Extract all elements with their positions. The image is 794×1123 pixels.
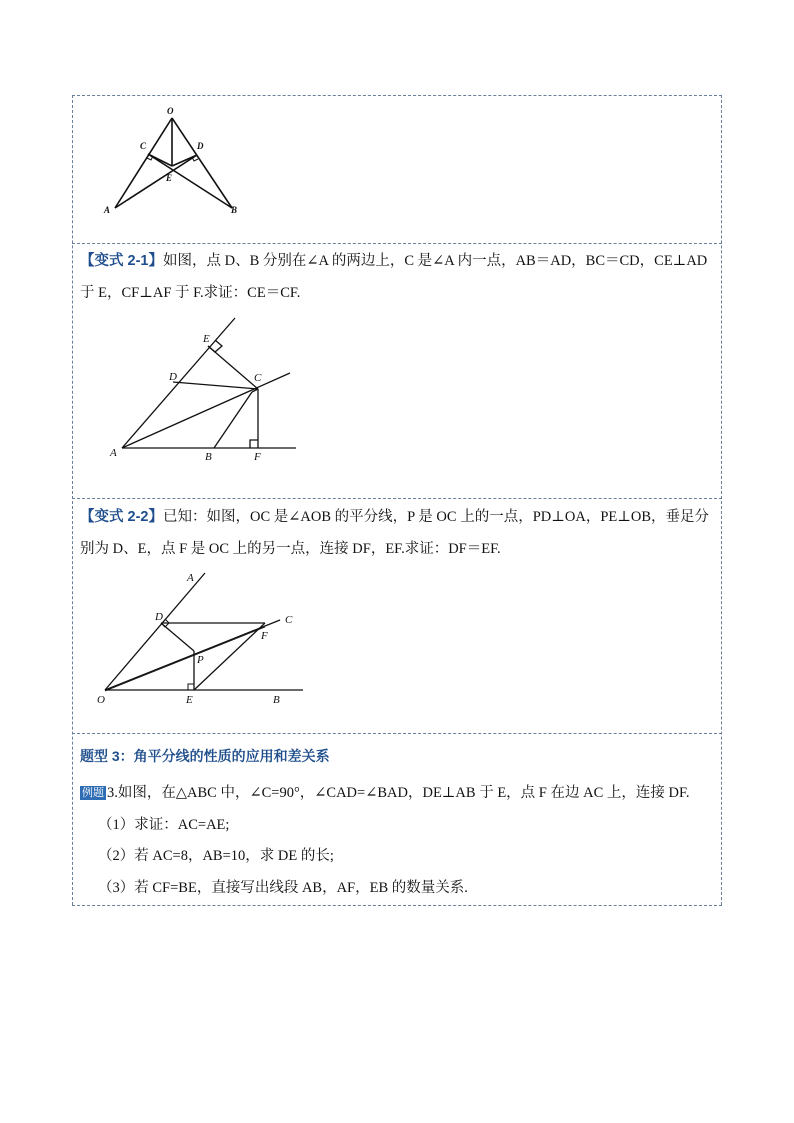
variant-2-1-line1 bbox=[80, 251, 707, 271]
label-A: A bbox=[110, 447, 117, 459]
variant-2-2-text: 已知：如图，OC 是∠AOB 的平分线，P 是 OC 上的一点，PD⊥OA，PE⊥OB，垂足分 bbox=[163, 509, 710, 525]
variant-2-1-diagram bbox=[100, 310, 310, 470]
divider bbox=[72, 95, 722, 96]
label-C: C bbox=[285, 614, 293, 626]
label-A: A bbox=[104, 205, 111, 215]
example-3-intro bbox=[80, 783, 690, 803]
variant-2-1-text: 如图，点 D、B 分别在∠A 的两边上，C 是∠A 内一点，AB＝AD，BC＝CD，CE⊥AD bbox=[163, 253, 708, 269]
variant-2-2-line2: 别为 D、E，点 F 是 OC 上的另一点，连接 DF，EF.求证：DF＝EF. bbox=[80, 541, 501, 557]
divider bbox=[72, 498, 722, 499]
example-3-text: 3.如图，在△ABC 中，∠C=90°，∠CAD=∠BAD，DE⊥AB 于 E，点 F 在边 AC 上，连接 DF. bbox=[107, 785, 690, 801]
example-badge: 例题 bbox=[82, 787, 104, 799]
label-B: B bbox=[231, 205, 238, 215]
label-B: B bbox=[205, 451, 212, 463]
variant-2-1-line2: 于 E，CF⊥AF 于 F.求证：CE＝CF. bbox=[80, 285, 301, 301]
label-E: E bbox=[203, 333, 210, 345]
variant-2-1-tag: 【变式 2-1】 bbox=[80, 253, 163, 269]
label-D: D bbox=[169, 371, 177, 383]
divider bbox=[72, 733, 722, 734]
label-E: E bbox=[186, 694, 193, 706]
variant-2-2-tag: 【变式 2-2】 bbox=[80, 509, 163, 525]
divider bbox=[72, 243, 722, 244]
variant-2-2-diagram bbox=[95, 565, 315, 710]
label-C: C bbox=[140, 141, 147, 151]
label-F: F bbox=[261, 630, 268, 642]
question-2: （2）若 AC=8，AB=10，求 DE 的长; bbox=[98, 848, 334, 864]
label-P: P bbox=[197, 654, 204, 666]
question-3: （3）若 CF=BE，直接写出线段 AB，AF，EB 的数量关系. bbox=[98, 880, 468, 896]
question-1: （1）求证：AC=AE; bbox=[98, 817, 230, 833]
divider bbox=[72, 905, 722, 906]
label-C: C bbox=[254, 372, 262, 384]
variant-2-2-line1 bbox=[80, 507, 709, 527]
label-O: O bbox=[167, 106, 174, 116]
label-F: F bbox=[254, 451, 261, 463]
label-D: D bbox=[155, 611, 163, 623]
figure-1-diagram bbox=[100, 100, 250, 220]
label-D: D bbox=[197, 141, 204, 151]
label-E: E bbox=[166, 173, 173, 183]
label-B: B bbox=[273, 694, 280, 706]
topic-3-heading: 题型 3：角平分线的性质的应用和差关系 bbox=[80, 748, 330, 764]
label-O: O bbox=[97, 694, 105, 706]
label-A: A bbox=[187, 572, 194, 584]
